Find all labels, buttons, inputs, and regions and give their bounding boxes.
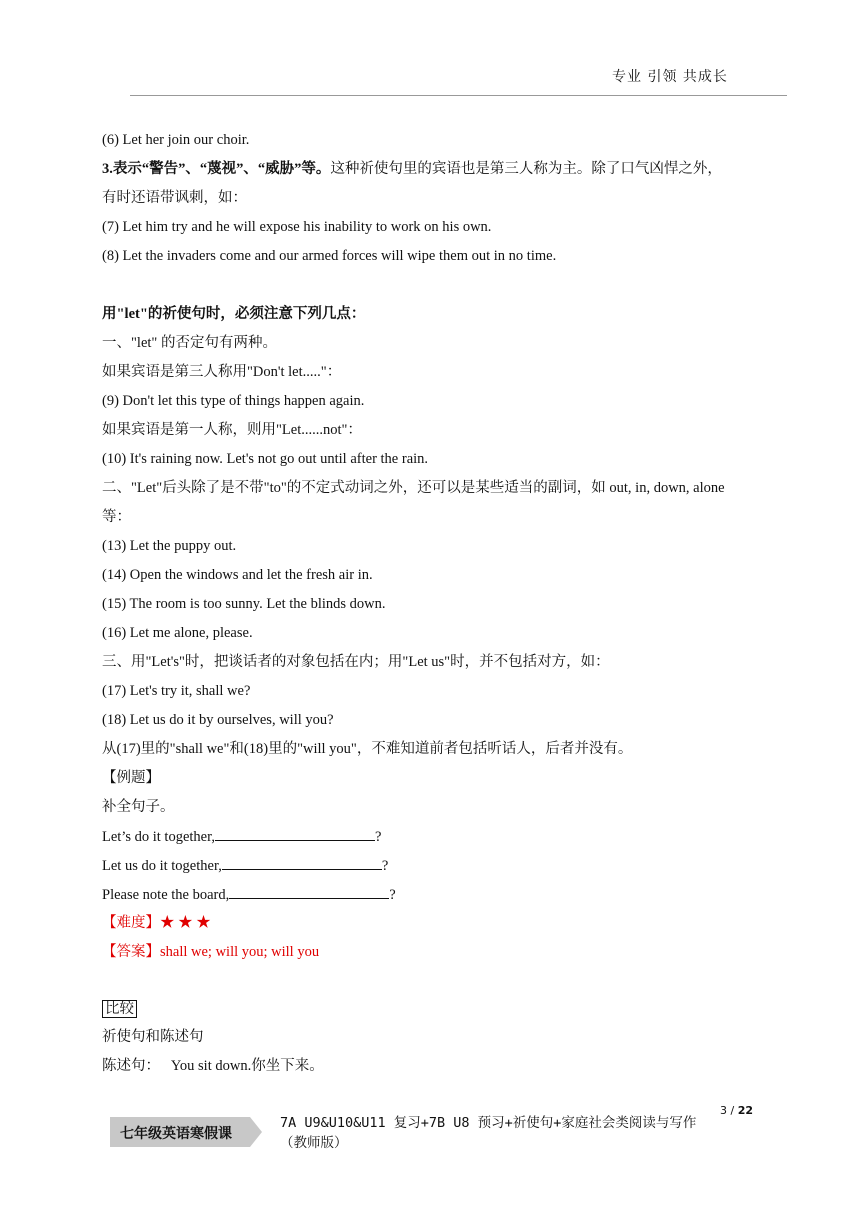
rule-3-explanation: 从(17)里的"shall we"和(18)里的"will you"，不难知道前者包括听话人，后者并没有。 (102, 741, 633, 757)
declarative-example: 陈述句： You sit down.你坐下来。 (102, 1058, 324, 1074)
header-slogan: 专业 引领 共成长 (612, 69, 728, 85)
footer-course-label: 七年级英语寒假课 (120, 1126, 232, 1142)
page-total: 22 (737, 1104, 754, 1117)
q2-text: Let us do it together, (102, 858, 222, 874)
example-8: (8) Let the invaders come and our armed forces will wipe them out in no time. (102, 248, 557, 264)
q3-blank (229, 884, 389, 899)
section-3-desc-cont: 有时还语带讽刺，如： (102, 190, 247, 206)
header-divider (130, 95, 787, 96)
example-10: (10) It's raining now. Let's not go out until after the rain. (102, 451, 429, 467)
example-18: (18) Let us do it by ourselves, will you? (102, 712, 334, 728)
let-notes-heading: 用"let"的祈使句时，必须注意下列几点： (102, 306, 366, 322)
page-current: 3 (720, 1104, 727, 1117)
q1-text: Let’s do it together, (102, 829, 215, 845)
example-9: (9) Don't let this type of things happen again. (102, 393, 365, 409)
section-3-desc: 这种祈使句里的宾语也是第三人称为主。除了口气凶悍之外， (330, 161, 722, 177)
page-number (720, 1104, 753, 1117)
compare-box: 比较 (102, 1000, 137, 1018)
example-15: (15) The room is too sunny. Let the blinds down. (102, 596, 386, 612)
exercise-q2 (102, 855, 388, 876)
example-14: (14) Open the windows and let the fresh air in. (102, 567, 373, 583)
q3-qmark: ? (389, 887, 396, 903)
example-13: (13) Let the puppy out. (102, 538, 237, 554)
rule-1-third-person: 如果宾语是第三人称用"Don't let....."： (102, 364, 342, 380)
rule-1-first-person: 如果宾语是第一人称，则用"Let......not"： (102, 422, 362, 438)
section-3-title: 3.表示“警告”、“蔑视”、“威胁”等。 (102, 161, 331, 177)
example-16: (16) Let me alone, please. (102, 625, 253, 641)
example-heading: 【例题】 (102, 770, 160, 786)
example-17: (17) Let's try it, shall we? (102, 683, 251, 699)
answer-key: 【答案】shall we; will you; will you (102, 944, 320, 960)
exercise-instruction: 补全句子。 (102, 799, 175, 815)
q2-qmark: ? (381, 858, 389, 874)
q1-qmark: ? (374, 829, 382, 845)
rule-2-cont: 等： (102, 509, 131, 525)
example-7: (7) Let him try and he will expose his inability to work on his own. (102, 219, 492, 235)
rule-1: 一、"let" 的否定句有两种。 (102, 335, 277, 351)
rule-2: 二、"Let"后头除了是不带"to"的不定式动词之外，还可以是某些适当的副词，如 out, in, down, alone (102, 480, 725, 496)
q2-blank (222, 855, 382, 870)
difficulty-rating: 【难度】★ ★ ★ (102, 915, 211, 931)
q3-text: Please note the board, (102, 887, 230, 903)
section-3-heading (102, 159, 722, 179)
compare-label (102, 999, 137, 1019)
compare-subtitle: 祈使句和陈述句 (102, 1029, 204, 1045)
footer-title-line-1: 7A U9&U10&U11 复习+7B U8 预习+祈使句+家庭社会类阅读与写作 (280, 1115, 697, 1131)
footer-title-line-2: （教师版） (280, 1135, 348, 1151)
example-6: (6) Let her join our choir. (102, 132, 250, 148)
exercise-q3 (102, 884, 396, 905)
q1-blank (215, 826, 375, 841)
rule-3: 三、用"Let's"时，把谈话者的对象包括在内；用"Let us"时，并不包括对方，如： (102, 654, 610, 670)
page-separator: / (727, 1104, 738, 1117)
footer-document-title (280, 1113, 696, 1153)
exercise-q1 (102, 826, 381, 847)
